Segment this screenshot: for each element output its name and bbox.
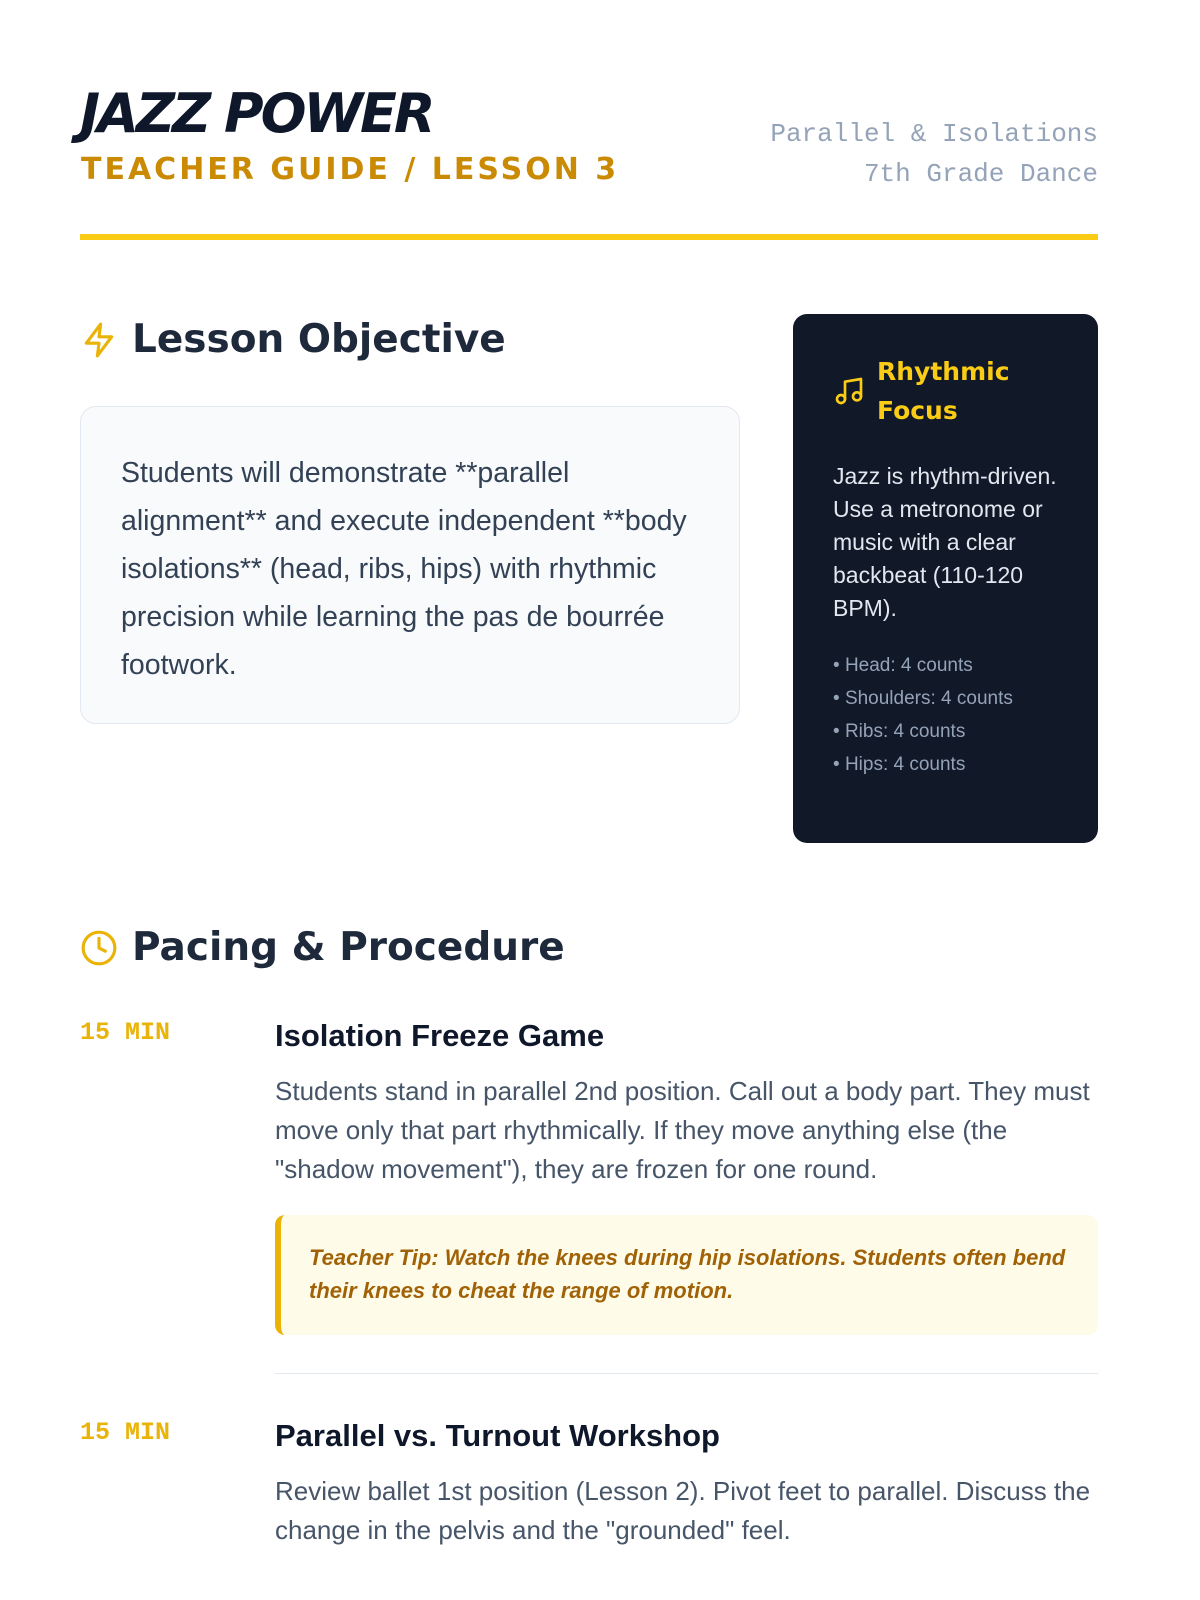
objective-box (80, 406, 740, 724)
step-description: Students stand in parallel 2nd position. Call out a body part. They must move only that part rhythmically. If they move anything else (the "shadow movement"), they are frozen for one round. (275, 1076, 1090, 1184)
lightning-icon (80, 321, 118, 359)
step-content (275, 1018, 1098, 1335)
clock-icon (80, 929, 118, 967)
step-duration: 15 MIN (80, 1418, 171, 1447)
grade-level: 7th Grade Dance (863, 159, 1098, 189)
step-title: Isolation Freeze Game (275, 1018, 605, 1053)
music-note-icon (833, 375, 865, 407)
count-item: • Head: 4 counts (833, 649, 1068, 682)
objective-heading: Lesson Objective (132, 317, 506, 362)
objective-text: Students will demonstrate **parallel alignment** and execute independent **body isolations** (head, ribs, hips) with rhythmic precision while learning the pas de bourrée footwork. (121, 457, 687, 681)
objective-section-header (80, 316, 506, 364)
lesson-meta (770, 114, 1098, 194)
rhythmic-focus-text: Jazz is rhythm-driven. Use a metronome or music with a clear backbeat (110-120 BPM). (833, 463, 1057, 621)
count-list (833, 649, 1068, 781)
header-divider (80, 234, 1098, 240)
step-divider (275, 1373, 1098, 1374)
brand-title: JAZZ POWER (80, 82, 433, 145)
step-description: Review ballet 1st position (Lesson 2). Pivot feet to parallel. Discuss the change in the pelvis and the "grounded" feel. (275, 1476, 1091, 1545)
rhythmic-focus-header (833, 352, 1068, 430)
rhythmic-focus-title: Rhythmic Focus (877, 357, 1010, 425)
count-item: • Hips: 4 counts (833, 748, 1068, 781)
rhythmic-focus-card (793, 314, 1098, 843)
guide-subtitle: TEACHER GUIDE / LESSON 3 (81, 152, 620, 187)
teacher-tip: Teacher Tip: Watch the knees during hip isolations. Students often bend their knees to cheat the range of motion. (275, 1215, 1098, 1335)
count-item: • Shoulders: 4 counts (833, 682, 1068, 715)
pacing-heading: Pacing & Procedure (132, 925, 565, 970)
pacing-section-header (80, 924, 565, 972)
count-item: • Ribs: 4 counts (833, 715, 1068, 748)
step-title: Parallel vs. Turnout Workshop (275, 1418, 720, 1453)
step-duration: 15 MIN (80, 1018, 171, 1047)
step-content (275, 1418, 1098, 1550)
unit-name: Parallel & Isolations (770, 119, 1098, 149)
